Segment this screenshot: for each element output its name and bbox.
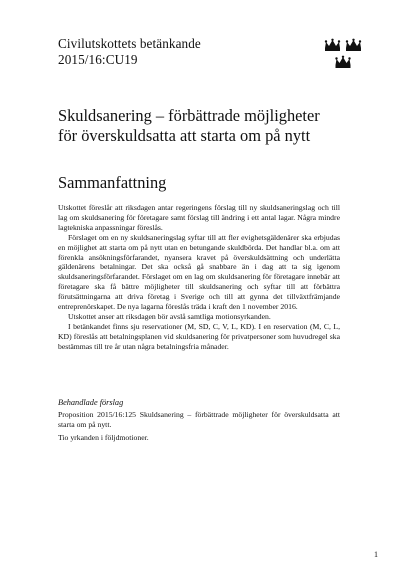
report-title	[58, 106, 358, 146]
summary-paragraph: Utskottet anser att riksdagen bör avslå samtliga motionsyrkanden.	[68, 311, 271, 321]
treated-proposal-item: Proposition 2015/16:125 Skuldsanering – förbättrade möjligheter för överskuldsatta att starta om på nytt.	[58, 410, 340, 429]
summary-paragraph: I betänkandet finns sju reservationer (M, SD, C, V, L, KD). I en reservation (M, C, L, KD) föreslås att betalningsplanen vid skuldsanering för privatpersoner som huvudregel ska bestämmas till tre år utan några betalningsfria månader.	[58, 321, 340, 351]
summary-body	[58, 203, 340, 352]
report-title-line: Skuldsanering – förbättrade möjligheter	[58, 106, 320, 125]
report-title-line: för överskuldsatta att starta om på nytt	[58, 126, 311, 145]
treated-proposals-heading: Behandlade förslag	[58, 398, 124, 407]
committee-name: Civilutskottets betänkande	[58, 36, 201, 51]
treated-proposal-item: Tio yrkanden i följdmotioner.	[58, 432, 149, 442]
report-reference: 2015/16:CU19	[58, 52, 138, 67]
summary-paragraph: Utskottet föreslår att riksdagen antar regeringens förslag till ny skuldsaneringslag och till lag om skuldsanering för företagare samt förslag till ändring i ett antal lagar. Några mindre lagtekniska anpassningar föreslås.	[58, 203, 340, 232]
treated-proposals	[58, 397, 340, 443]
document-header	[58, 36, 201, 68]
summary-paragraph: Förslaget om en ny skuldsaneringslag syftar till att fler evighetsgäldenärer ska erbjudas en möjlighet att starta om på nytt utan en betungande skuldbörda. Det handlar bl.a. om att förenkla ansökningsförfarandet, nyansera kravet på överskuldsättning och underlätta gäldenärens betalningar. Det ska också gå snabbare än i dag att ta sig igenom skuldsaneringsförfarandet. Förslaget om en lag om skuldsanering för företagare innebär att företagare ska få bättre möjligheter till skuldsanering och syftar till att förbättra förutsättningarna att driva företag i Sverige och till att gynna det tillväxtfrämjande entreprenörskapet. De nya lagarna föreslås träda i kraft den 1 november 2016.	[58, 232, 340, 312]
page-number: 1	[374, 550, 378, 559]
section-heading: Sammanfattning	[58, 173, 167, 192]
three-crowns-icon	[323, 38, 363, 70]
